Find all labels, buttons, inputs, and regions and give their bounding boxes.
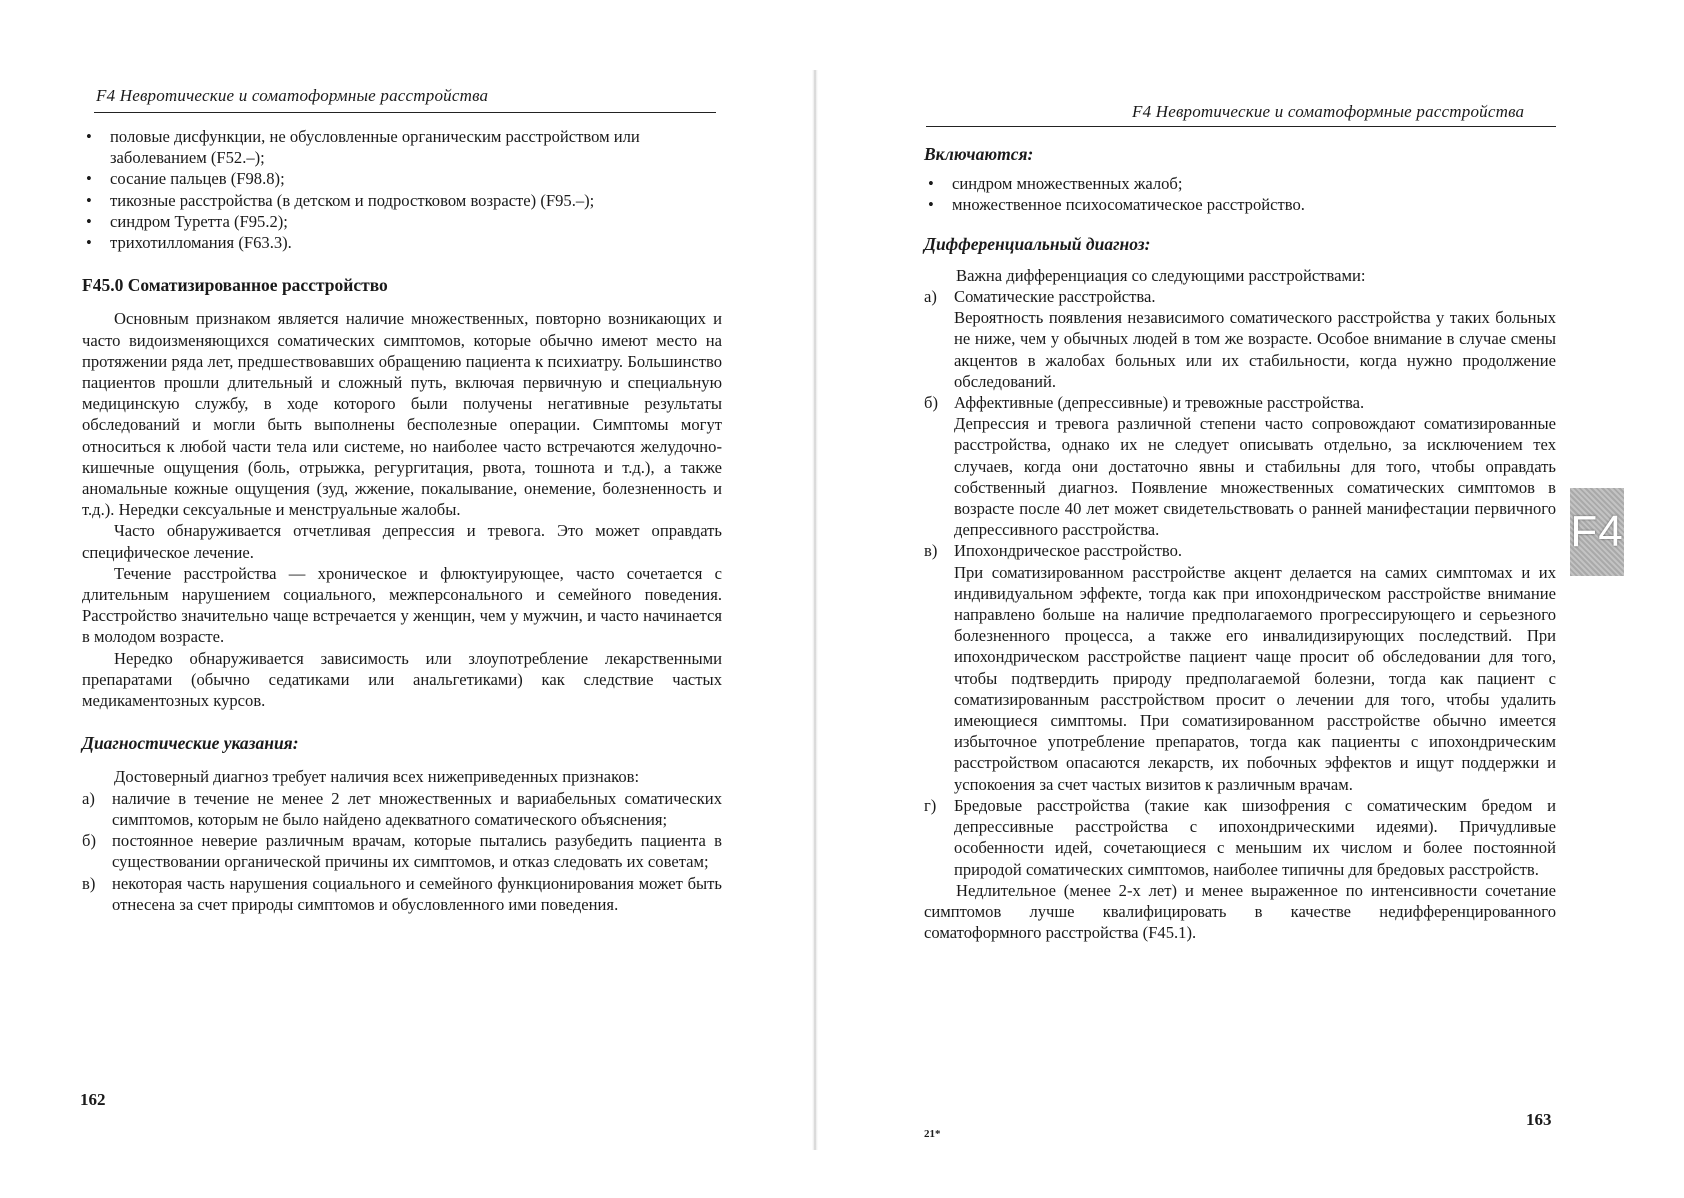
left-page [0, 0, 820, 1198]
list-item-text: наличие в течение не менее 2 лет множественных и вариабельных соматических симптомов, которым не было найдено адекватного соматического объяснения; [112, 788, 722, 829]
list-item-text: Депрессия и тревога различной степени часто сопровождают соматизированные расстройства, однако их не следует описывать отдельно, за исключением тех случаев, когда они достаточно явны и стабильны для того, чтобы оправдать собственный диагноз. Появление множественных соматических симптомов в возрасте после 40 лет может свидетельствовать о ранней манифестации первичного депрессивного расстройства. [954, 414, 1556, 540]
list-item [82, 788, 722, 830]
list-item: • синдром множественных жалоб; [924, 173, 1556, 194]
list-item [924, 795, 1556, 880]
differential-title: Дифференциальный диагноз: [924, 233, 1151, 254]
list-item [82, 830, 722, 872]
differential-list [924, 286, 1556, 880]
page-number-left: 162 [80, 1090, 106, 1109]
includes-list [924, 173, 1556, 215]
left-column [82, 126, 722, 915]
diagnostic-title: Диагностические указания: [82, 733, 299, 754]
list-marker: б) [924, 393, 938, 413]
list-item-text: Вероятность появления независимого соматического расстройства у таких больных не ниже, чем у обычных людей в том же возрасте. Особое внимание в случае смены акцентов в жалобах больных или их стабильности, когда нужно продолжение обследований. [954, 308, 1556, 391]
right-column [924, 144, 1556, 943]
list-item: • тикозные расстройства (в детском и подростковом возрасте) (F95.–); [82, 190, 722, 211]
list-item: • синдром Туретта (F95.2); [82, 211, 722, 232]
paragraph: Нередко обнаруживается зависимость или злоупотребление лекарственными препаратами (обычно седатиками или анальгетиками) как следствие частых медикаментозных курсов. [82, 648, 722, 711]
list-marker: а) [924, 287, 937, 307]
closing-paragraph: Недлительное (менее 2-х лет) и менее выраженное по интенсивности сочетание симптомов лучше квалифицировать в качестве недифференцированного соматоформного расстройства (F45.1). [924, 880, 1556, 943]
diagnostic-list [82, 788, 722, 915]
list-marker: а) [82, 788, 95, 808]
diagnostic-intro: Достоверный диагноз требует наличия всех нижеприведенных признаков: [114, 767, 640, 787]
list-item-text: При соматизированном расстройстве акцент делается на самих симптомах и их индивидуальном эффекте, тогда как при ипохондрическом расстройстве внимание направлено больше на наличие предполагаемого прогрессирующего и серьезного болезненного процесса, а также его инвалидизирующих последствий. При ипохондрическом расстройстве пациент чаще просит об обследовании для того, чтобы подтвердить природу предполагаемой болезни, тогда как пациент с соматизированным расстройством просит о лечении для того, чтобы удалить имеющиеся симптомы. При соматизированном расстройстве обычно имеется избыточное употребление препаратов, тогда как пациенты с ипохондрическим расстройством опасаются лекарств, их побочных эффектов и ищут поддержки и успокоения за счет частых визитов к различным врачам. [954, 562, 1556, 794]
list-item-title: Аффективные (депрессивные) и тревожные расстройства. [954, 393, 1365, 413]
list-item-text: некоторая часть нарушения социального и семейного функционирования может быть отнесена за счет природы симптомов и обусловленного ими поведения. [112, 873, 722, 914]
list-item [924, 286, 1556, 392]
list-item [82, 873, 722, 915]
header-rule-left [94, 112, 716, 113]
header-rule-right [926, 126, 1556, 127]
differential-intro: Важна дифференциация со следующими расстройствами: [956, 265, 1366, 285]
paragraph: Часто обнаруживается отчетливая депрессия и тревога. Это может оправдать специфическое лечение. [82, 521, 722, 562]
bullet-list [82, 126, 722, 253]
section-thumb-tab [1570, 488, 1624, 576]
list-marker: б) [82, 831, 96, 851]
list-item-title: Ипохондрическое расстройство. [954, 541, 1183, 561]
printer-signature: 21* [924, 1128, 941, 1140]
list-item [924, 540, 1556, 794]
list-marker: в) [924, 541, 938, 561]
section-title: F45.0 Соматизированное расстройство [82, 275, 388, 296]
page-number-right: 163 [1526, 1110, 1552, 1129]
list-item: • трихотилломания (F63.3). [82, 232, 722, 253]
running-header-left: F4 Невротические и соматоформные расстройства [96, 86, 489, 105]
list-item-text: постоянное неверие различным врачам, которые пытались разубедить пациента в существовании органической причины их симптомов, и отказ следовать их советам; [112, 831, 722, 872]
list-item-title: Соматические расстройства. [954, 287, 1156, 307]
list-item: • множественное психосоматическое расстройство. [924, 194, 1556, 215]
book-gutter [812, 70, 818, 1150]
running-header-right: F4 Невротические и соматоформные расстройства [1132, 102, 1525, 121]
thumb-tab-label: F4 [1570, 507, 1624, 556]
list-item [924, 392, 1556, 540]
list-marker: г) [924, 795, 937, 815]
paragraph: Основным признаком является наличие множественных, повторно возникающих и часто видоизменяющихся соматических симптомов, которые обычно имеют место на протяжении ряда лет, предшествовавших обращению пациента к психиатру. Большинство пациентов прошли длительный и сложный путь, включая первичную и специальную медицинскую службу, в ходе которого были получены негативные результаты обследований и могли быть выполнены бесполезные операции. Симптомы могут относиться к любой части тела или системе, но наиболее часто встречаются желудочно-кишечные ощущения (боль, отрыжка, регургитация, рвота, тошнота и т.д.), а также аномальные кожные ощущения (зуд, жжение, покалывание, онемение, болезненность и т.д.). Нередки сексуальные и менструальные жалобы. [82, 309, 722, 520]
includes-title: Включаются: [924, 144, 1034, 164]
list-item: • половые дисфункции, не обусловленные органическим расстройством или заболеванием (F52.–); [82, 126, 722, 168]
list-item: • сосание пальцев (F98.8); [82, 168, 722, 189]
list-marker: в) [82, 873, 96, 893]
list-item-text: Бредовые расстройства (такие как шизофрения с соматическим бредом и депрессивные расстройства с ипохондрическими идеями). Причудливые особенности идей, сочетающиеся с меньшим их числом и более постоянной природой соматических симптомов, наиболее типичны для бредовых расстройств. [954, 795, 1556, 879]
paragraph: Течение расстройства — хроническое и флюктуирующее, часто сочетается с длительным нарушением социального, межперсонального и семейного поведения. Расстройство значительно чаще встречается у женщин, чем у мужчин, и часто начинается в молодом возрасте. [82, 563, 722, 647]
right-page [828, 0, 1684, 1198]
